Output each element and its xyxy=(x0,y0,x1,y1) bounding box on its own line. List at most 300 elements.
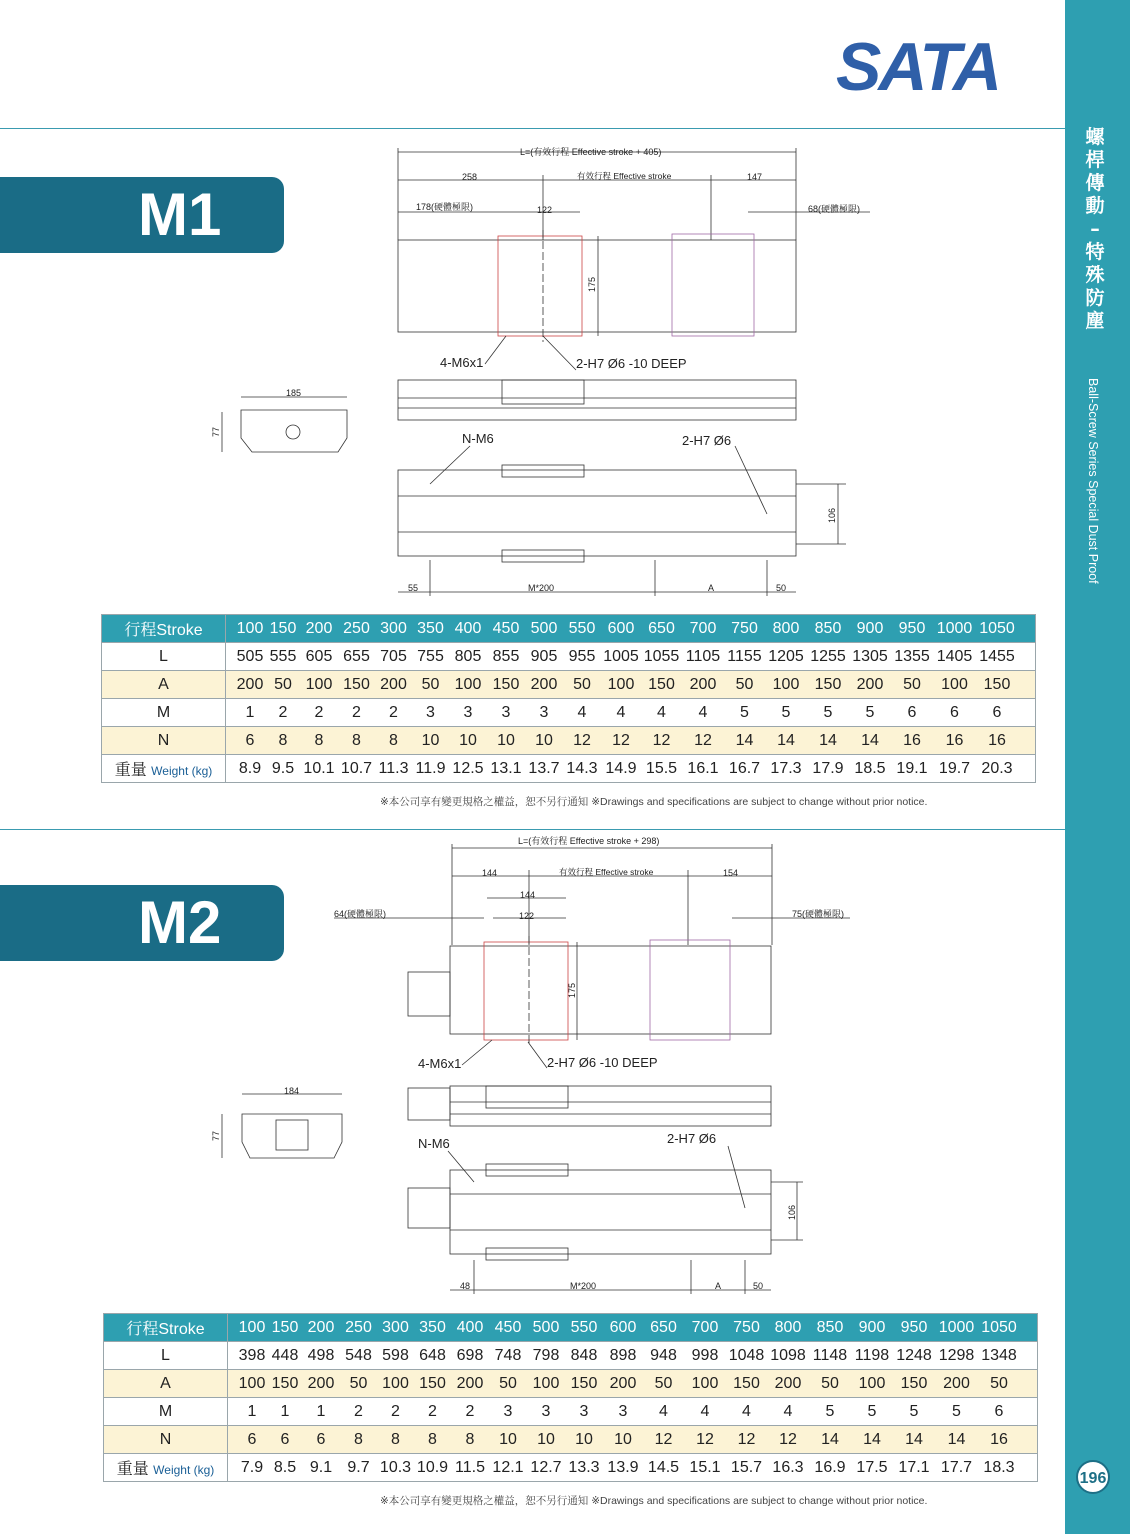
model-tab-m2: M2 xyxy=(0,885,284,961)
svg-text:A: A xyxy=(708,583,715,593)
table-cell: 11.9 xyxy=(415,759,446,777)
svg-text:2-H7 Ø6 -10 DEEP: 2-H7 Ø6 -10 DEEP xyxy=(547,1055,658,1070)
row-label: L xyxy=(102,643,226,671)
table-cell: 12 xyxy=(696,1430,714,1448)
table-cell: 14 xyxy=(905,1430,923,1448)
table-cell: 10 xyxy=(575,1430,593,1448)
table-cell: 5 xyxy=(865,703,875,721)
table-cell: 700 xyxy=(691,1318,719,1336)
table-cell: 698 xyxy=(456,1346,484,1364)
table-cell: 15.1 xyxy=(689,1458,721,1476)
table-cell: 600 xyxy=(609,1318,637,1336)
table-cell: 14.3 xyxy=(566,759,598,777)
table-cell: 650 xyxy=(648,619,675,637)
table-cell: 2 xyxy=(352,703,361,721)
table-cell: 655 xyxy=(343,647,370,665)
row-values xyxy=(228,1426,1038,1454)
table-cell: 6 xyxy=(245,731,255,749)
table-cell: 14 xyxy=(863,1430,881,1448)
table-cell: 6 xyxy=(316,1430,326,1448)
table-cell: 8 xyxy=(354,1430,363,1448)
svg-text:SATA: SATA xyxy=(836,30,1000,98)
table-cell: 1355 xyxy=(894,647,930,665)
table-cell: 6 xyxy=(950,703,959,721)
svg-text:144: 144 xyxy=(520,890,536,900)
table-cell: 9.7 xyxy=(347,1458,370,1476)
table-cell: 6 xyxy=(907,703,917,721)
svg-text:N-M6: N-M6 xyxy=(462,431,494,446)
table-cell: 2 xyxy=(354,1402,363,1420)
svg-text:N-M6: N-M6 xyxy=(418,1136,450,1151)
table-cell: 1005 xyxy=(603,647,639,665)
table-cell: 3 xyxy=(501,703,511,721)
table-cell: 755 xyxy=(417,647,444,665)
table-cell: 100 xyxy=(532,1374,560,1392)
weight-label: 重量 Weight (kg) xyxy=(104,1454,228,1482)
row-label: N xyxy=(102,727,226,755)
table-cell: 3 xyxy=(541,1402,551,1420)
table-cell: 1298 xyxy=(938,1346,975,1364)
m1-drawing xyxy=(0,140,1060,610)
table-cell: 8 xyxy=(391,1430,400,1448)
table-cell: 200 xyxy=(943,1374,970,1392)
table-cell: 150 xyxy=(648,675,675,693)
table-cell: 17.9 xyxy=(812,759,844,777)
table-cell: 19.1 xyxy=(896,759,928,777)
table-cell: 100 xyxy=(236,619,264,637)
table-cell: 748 xyxy=(494,1346,522,1364)
table-cell: 898 xyxy=(609,1346,637,1364)
table-cell: 10 xyxy=(537,1430,555,1448)
table-cell: 200 xyxy=(774,1374,802,1392)
table-cell: 600 xyxy=(607,619,635,637)
table-cell: 1248 xyxy=(896,1346,932,1364)
table-cell: 1155 xyxy=(727,647,762,665)
table-cell: 2 xyxy=(389,703,398,721)
svg-text:68(硬體極限): 68(硬體極限) xyxy=(808,204,861,214)
table-cell: 50 xyxy=(349,1374,368,1392)
table-cell: 10.3 xyxy=(379,1458,412,1476)
svg-text:50: 50 xyxy=(753,1281,764,1291)
table-cell: 950 xyxy=(898,619,926,637)
row-label: A xyxy=(104,1370,228,1398)
table-row xyxy=(102,615,1036,643)
table-cell: 2 xyxy=(278,703,288,721)
sidebar-title-en: Ball-Screw Series Special Dust Proof xyxy=(1086,378,1100,584)
table-cell: 16.1 xyxy=(687,759,719,777)
table-cell: 14 xyxy=(947,1430,966,1448)
table-cell: 14.9 xyxy=(605,759,637,777)
table-cell: 20.3 xyxy=(981,759,1013,777)
table-cell: 150 xyxy=(570,1374,598,1392)
stroke-header: 行程Stroke xyxy=(104,1314,228,1342)
table-cell: 8.5 xyxy=(273,1458,297,1476)
table-cell: 100 xyxy=(607,675,635,693)
table-cell: 5 xyxy=(740,703,749,721)
table-cell: 448 xyxy=(271,1346,299,1364)
stroke-header: 行程Stroke xyxy=(102,615,226,643)
table-cell: 200 xyxy=(380,675,407,693)
svg-text:2-H7 Ø6: 2-H7 Ø6 xyxy=(682,433,732,448)
table-cell: 5 xyxy=(823,703,833,721)
table-cell: 14 xyxy=(735,731,754,749)
table-cell: 4 xyxy=(616,703,626,721)
table-cell: 400 xyxy=(456,1318,484,1336)
svg-text:122: 122 xyxy=(537,205,553,215)
table-cell: 150 xyxy=(983,675,1011,693)
table-cell: 400 xyxy=(454,619,482,637)
table-cell: 5 xyxy=(867,1402,877,1420)
table-cell: 1348 xyxy=(981,1346,1017,1364)
table-cell: 1148 xyxy=(812,1346,848,1364)
table-cell: 5 xyxy=(909,1402,919,1420)
table-cell: 100 xyxy=(382,1374,409,1392)
svg-text:77: 77 xyxy=(211,426,221,437)
table-cell: 14 xyxy=(819,731,837,749)
table-cell: 12 xyxy=(612,731,630,749)
table-cell: 12 xyxy=(694,731,712,749)
m1-spec-table xyxy=(101,614,1036,783)
table-cell: 4 xyxy=(657,703,666,721)
svg-text:L=(有效行程 Effective stroke + 298: L=(有效行程 Effective stroke + 298) xyxy=(518,836,660,846)
row-values xyxy=(228,1342,1038,1370)
table-cell: 8 xyxy=(352,731,361,749)
table-cell: 1255 xyxy=(810,647,846,665)
stroke-values xyxy=(226,615,1036,643)
row-label: A xyxy=(102,671,226,699)
svg-text:L=(有效行程 Effective stroke + 405: L=(有效行程 Effective stroke + 405) xyxy=(520,147,662,157)
table-cell: 705 xyxy=(380,647,407,665)
table-cell: 200 xyxy=(689,675,717,693)
table-cell: 4 xyxy=(742,1402,751,1420)
table-cell: 6 xyxy=(994,1402,1004,1420)
table-cell: 50 xyxy=(903,675,921,693)
table-cell: 200 xyxy=(530,675,558,693)
svg-text:48: 48 xyxy=(460,1281,471,1291)
table-cell: 12 xyxy=(654,1430,673,1448)
table-cell: 100 xyxy=(305,675,333,693)
table-cell: 1105 xyxy=(685,647,721,665)
table-cell: 3 xyxy=(618,1402,628,1420)
table-row xyxy=(104,1342,1038,1370)
table-cell: 905 xyxy=(530,647,558,665)
table-cell: 18.5 xyxy=(854,759,886,777)
table-cell: 50 xyxy=(821,1374,839,1392)
table-cell: 555 xyxy=(269,647,297,665)
table-cell: 12.7 xyxy=(530,1458,562,1476)
table-cell: 17.1 xyxy=(898,1458,930,1476)
table-cell: 200 xyxy=(307,1318,335,1336)
table-cell: 650 xyxy=(650,1318,677,1336)
sata-logo xyxy=(836,30,1004,98)
table-cell: 16.9 xyxy=(814,1458,846,1476)
table-cell: 798 xyxy=(532,1346,560,1364)
row-values xyxy=(226,643,1036,671)
table-cell: 250 xyxy=(343,619,370,637)
weight-label: 重量 Weight (kg) xyxy=(102,755,226,783)
table-cell: 7.9 xyxy=(240,1458,264,1476)
table-cell: 300 xyxy=(382,1318,409,1336)
table-cell: 9.5 xyxy=(271,759,295,777)
table-cell: 2 xyxy=(428,1402,437,1420)
table-cell: 50 xyxy=(421,675,440,693)
table-cell: 605 xyxy=(305,647,333,665)
table-cell: 598 xyxy=(382,1346,409,1364)
m2-spec-table xyxy=(103,1313,1038,1482)
table-cell: 200 xyxy=(307,1374,335,1392)
table-cell: 1405 xyxy=(936,647,973,665)
table-cell: 100 xyxy=(941,675,968,693)
table-cell: 150 xyxy=(419,1374,446,1392)
table-row xyxy=(104,1314,1038,1342)
table-cell: 15.5 xyxy=(645,759,678,777)
model-tab-m1: M1 xyxy=(0,177,284,253)
row-values xyxy=(228,1398,1038,1426)
table-cell: 948 xyxy=(650,1346,677,1364)
table-cell: 8 xyxy=(314,731,324,749)
svg-text:258: 258 xyxy=(462,172,478,182)
table-cell: 8 xyxy=(389,731,398,749)
svg-text:122: 122 xyxy=(519,911,535,921)
table-cell: 1055 xyxy=(643,647,680,665)
table-cell: 10 xyxy=(535,731,553,749)
table-cell: 50 xyxy=(735,675,754,693)
table-cell: 9.1 xyxy=(309,1458,333,1476)
row-values xyxy=(228,1370,1038,1398)
table-cell: 16 xyxy=(988,731,1006,749)
table-cell: 800 xyxy=(774,1318,802,1336)
table-cell: 855 xyxy=(492,647,520,665)
table-cell: 50 xyxy=(573,675,591,693)
table-cell: 150 xyxy=(492,675,520,693)
svg-text:2-H7 Ø6 -10 DEEP: 2-H7 Ø6 -10 DEEP xyxy=(576,356,687,371)
table-cell: 19.7 xyxy=(938,759,971,777)
table-cell: 100 xyxy=(772,675,800,693)
table-cell: 1198 xyxy=(854,1346,890,1364)
table-cell: 505 xyxy=(236,647,264,665)
table-cell: 1000 xyxy=(938,1318,975,1336)
table-cell: 14 xyxy=(777,731,795,749)
table-cell: 12 xyxy=(652,731,671,749)
row-label: M xyxy=(102,699,226,727)
svg-text:154: 154 xyxy=(723,868,739,878)
row-label: N xyxy=(104,1426,228,1454)
table-cell: 950 xyxy=(900,1318,928,1336)
table-cell: 4 xyxy=(577,703,587,721)
table-cell: 1098 xyxy=(770,1346,806,1364)
table-cell: 805 xyxy=(454,647,482,665)
table-cell: 300 xyxy=(380,619,407,637)
table-cell: 955 xyxy=(568,647,596,665)
table-cell: 10 xyxy=(421,731,440,749)
table-cell: 100 xyxy=(238,1318,266,1336)
sidebar-title-zh: 螺 桿 傳 動 – 特 殊 防 塵 xyxy=(1085,126,1105,332)
table-cell: 700 xyxy=(689,619,717,637)
table-cell: 100 xyxy=(858,1374,886,1392)
table-cell: 50 xyxy=(499,1374,517,1392)
table-cell: 13.3 xyxy=(568,1458,600,1476)
table-cell: 150 xyxy=(271,1374,299,1392)
svg-text:4-M6x1: 4-M6x1 xyxy=(440,355,484,370)
table-cell: 6 xyxy=(280,1430,290,1448)
svg-text:185: 185 xyxy=(286,388,302,398)
table-cell: 398 xyxy=(238,1346,266,1364)
table-cell: 648 xyxy=(419,1346,446,1364)
svg-text:106: 106 xyxy=(787,1204,797,1220)
table-cell: 10.1 xyxy=(303,759,335,777)
table-row xyxy=(104,1454,1038,1482)
table-row xyxy=(102,643,1036,671)
table-cell: 1205 xyxy=(768,647,804,665)
table-cell: 200 xyxy=(305,619,333,637)
svg-text:75(硬體極限): 75(硬體極限) xyxy=(792,909,845,919)
table-cell: 3 xyxy=(579,1402,589,1420)
table-cell: 10 xyxy=(459,731,477,749)
svg-text:77: 77 xyxy=(211,1130,221,1141)
table-cell: 848 xyxy=(570,1346,598,1364)
table-cell: 800 xyxy=(772,619,800,637)
table-cell: 12 xyxy=(737,1430,756,1448)
table-cell: 450 xyxy=(492,619,520,637)
table-cell: 150 xyxy=(343,675,370,693)
row-values xyxy=(226,727,1036,755)
table-cell: 8 xyxy=(428,1430,437,1448)
row-label: L xyxy=(104,1342,228,1370)
table-cell: 500 xyxy=(530,619,558,637)
table-cell: 14 xyxy=(861,731,879,749)
table-cell: 200 xyxy=(609,1374,637,1392)
table-cell: 15.7 xyxy=(730,1458,763,1476)
table-cell: 50 xyxy=(990,1374,1008,1392)
table-cell: 4 xyxy=(700,1402,710,1420)
table-cell: 4 xyxy=(698,703,708,721)
svg-text:64(硬體極限): 64(硬體極限) xyxy=(334,909,387,919)
table-cell: 100 xyxy=(238,1374,266,1392)
svg-text:147: 147 xyxy=(747,172,763,182)
table-cell: 3 xyxy=(539,703,549,721)
table-cell: 1048 xyxy=(728,1346,765,1364)
table-cell: 1305 xyxy=(852,647,888,665)
svg-text:144: 144 xyxy=(482,868,498,878)
svg-text:184: 184 xyxy=(284,1086,300,1096)
table-cell: 450 xyxy=(494,1318,522,1336)
svg-text:有效行程 Effective stroke: 有效行程 Effective stroke xyxy=(559,867,654,877)
table-cell: 8.9 xyxy=(238,759,262,777)
table-cell: 14 xyxy=(821,1430,839,1448)
table-cell: 1 xyxy=(316,1402,326,1420)
svg-text:M*200: M*200 xyxy=(570,1281,597,1291)
row-values xyxy=(228,1454,1038,1482)
table-cell: 17.7 xyxy=(940,1458,973,1476)
table-cell: 900 xyxy=(856,619,884,637)
table-row xyxy=(104,1398,1038,1426)
table-cell: 150 xyxy=(733,1374,760,1392)
table-cell: 150 xyxy=(269,619,297,637)
table-cell: 11.5 xyxy=(455,1458,485,1476)
table-cell: 5 xyxy=(952,1402,961,1420)
table-cell: 5 xyxy=(781,703,791,721)
table-cell: 12.5 xyxy=(452,759,484,777)
table-cell: 13.7 xyxy=(528,759,560,777)
svg-text:M*200: M*200 xyxy=(528,583,555,593)
table-cell: 8 xyxy=(278,731,288,749)
divider xyxy=(0,128,1065,129)
table-cell: 1000 xyxy=(936,619,973,637)
table-cell: 12 xyxy=(573,731,591,749)
row-values xyxy=(226,755,1036,783)
row-values xyxy=(226,671,1036,699)
table-cell: 150 xyxy=(900,1374,928,1392)
table-cell: 850 xyxy=(816,1318,844,1336)
stroke-values xyxy=(228,1314,1038,1342)
table-cell: 1050 xyxy=(981,1318,1017,1336)
table-cell: 1 xyxy=(280,1402,290,1420)
table-cell: 16 xyxy=(990,1430,1008,1448)
table-cell: 16.3 xyxy=(772,1458,804,1476)
table-cell: 750 xyxy=(731,619,758,637)
table-cell: 200 xyxy=(236,675,264,693)
table-cell: 2 xyxy=(391,1402,400,1420)
table-cell: 998 xyxy=(691,1346,719,1364)
table-cell: 500 xyxy=(532,1318,560,1336)
table-row xyxy=(102,755,1036,783)
table-cell: 1 xyxy=(245,703,255,721)
table-cell: 350 xyxy=(417,619,444,637)
table-cell: 10 xyxy=(499,1430,517,1448)
table-cell: 6 xyxy=(992,703,1002,721)
table-cell: 100 xyxy=(454,675,482,693)
table-cell: 498 xyxy=(307,1346,335,1364)
table-cell: 2 xyxy=(465,1402,475,1420)
table-cell: 50 xyxy=(274,675,292,693)
table-cell: 3 xyxy=(503,1402,513,1420)
table-cell: 1455 xyxy=(979,647,1015,665)
table-cell: 12.1 xyxy=(492,1458,524,1476)
table-row xyxy=(102,671,1036,699)
disclaimer-note: ※本公司享有變更規格之權益，恕不另行通知 ※Drawings and specifications are subject to change without prior notice. xyxy=(380,1495,928,1507)
svg-text:50: 50 xyxy=(776,583,787,593)
table-cell: 4 xyxy=(783,1402,793,1420)
table-cell: 12 xyxy=(779,1430,797,1448)
svg-text:175: 175 xyxy=(567,982,577,998)
table-cell: 1050 xyxy=(979,619,1015,637)
table-cell: 2 xyxy=(314,703,324,721)
table-cell: 10 xyxy=(497,731,515,749)
table-cell: 16 xyxy=(903,731,921,749)
table-cell: 550 xyxy=(570,1318,598,1336)
table-cell: 13.9 xyxy=(607,1458,639,1476)
table-cell: 14.5 xyxy=(647,1458,680,1476)
table-cell: 11.3 xyxy=(378,759,409,777)
table-cell: 13.1 xyxy=(490,759,522,777)
table-cell: 750 xyxy=(733,1318,760,1336)
table-cell: 3 xyxy=(426,703,435,721)
table-cell: 17.3 xyxy=(770,759,802,777)
table-cell: 1 xyxy=(247,1402,257,1420)
table-cell: 3 xyxy=(463,703,473,721)
svg-text:55: 55 xyxy=(408,583,419,593)
svg-text:178(硬體極限): 178(硬體極限) xyxy=(416,202,474,212)
table-cell: 10.9 xyxy=(416,1458,449,1476)
table-cell: 250 xyxy=(345,1318,372,1336)
table-cell: 10 xyxy=(614,1430,632,1448)
table-cell: 550 xyxy=(568,619,596,637)
page-number: 196 xyxy=(1076,1460,1110,1494)
table-cell: 8 xyxy=(465,1430,475,1448)
table-cell: 548 xyxy=(345,1346,372,1364)
table-cell: 5 xyxy=(825,1402,835,1420)
table-cell: 16 xyxy=(945,731,964,749)
